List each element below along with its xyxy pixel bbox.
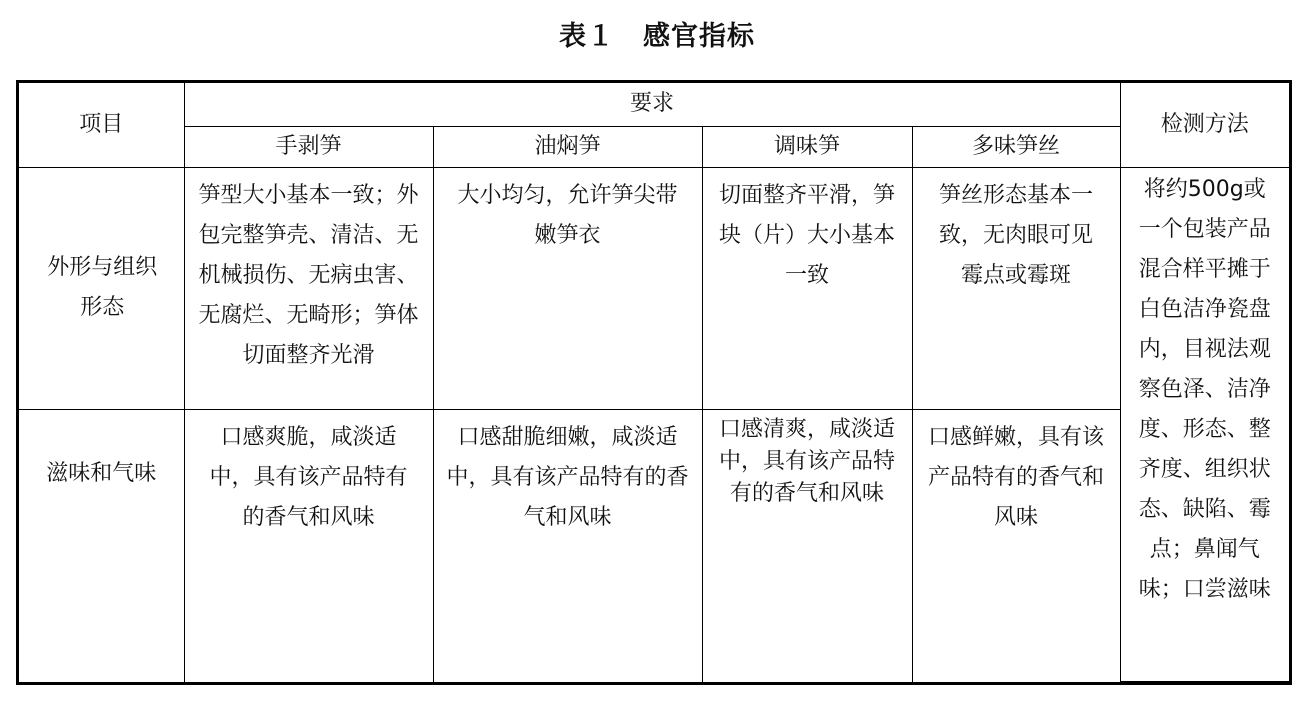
sensory-indicator-table [16, 80, 1292, 685]
cell-taste-seasoned: 口感清爽，咸淡适中，具有该产品特有的香气和风味 [702, 409, 912, 682]
cell-detection-method: 将约500g或一个包装产品混合样平摊于白色洁净瓷盘内，目视法观察色泽、洁净度、形态、整齐度、组织状态、缺陷、霉点；鼻闻气味；口尝滋味 [1120, 167, 1289, 682]
column-header-oil-braised: 油焖笋 [433, 126, 702, 167]
row-label-taste-smell: 滋味和气味 [19, 409, 184, 682]
cell-appearance-multi-flavor-shreds: 笋丝形态基本一致，无肉眼可见霉点或霉斑 [912, 167, 1120, 409]
cell-appearance-oil-braised: 大小均匀，允许笋尖带嫩笋衣 [433, 167, 702, 409]
column-header-multi-flavor-shreds: 多味笋丝 [912, 126, 1120, 167]
column-header-hand-peeled: 手剥笋 [184, 126, 433, 167]
cell-appearance-seasoned: 切面整齐平滑，笋块（片）大小基本一致 [702, 167, 912, 409]
column-header-seasoned: 调味笋 [702, 126, 912, 167]
header-method: 检测方法 [1120, 83, 1289, 167]
cell-taste-multi-flavor-shreds: 口感鲜嫩，具有该产品特有的香气和风味 [912, 409, 1120, 682]
cell-appearance-hand-peeled: 笋型大小基本一致；外包完整笋壳、清洁、无机械损伤、无病虫害、无腐烂、无畸形；笋体切面整齐光滑 [184, 167, 433, 409]
table-title: 表１ 感官指标 [559, 21, 755, 52]
header-item: 项目 [19, 83, 184, 167]
cell-taste-oil-braised: 口感甜脆细嫩，咸淡适中，具有该产品特有的香气和风味 [433, 409, 702, 682]
header-requirement: 要求 [184, 83, 1120, 126]
row-label-appearance: 外形与组织形态 [19, 167, 184, 409]
cell-taste-hand-peeled: 口感爽脆，咸淡适中，具有该产品特有的香气和风味 [184, 409, 433, 682]
